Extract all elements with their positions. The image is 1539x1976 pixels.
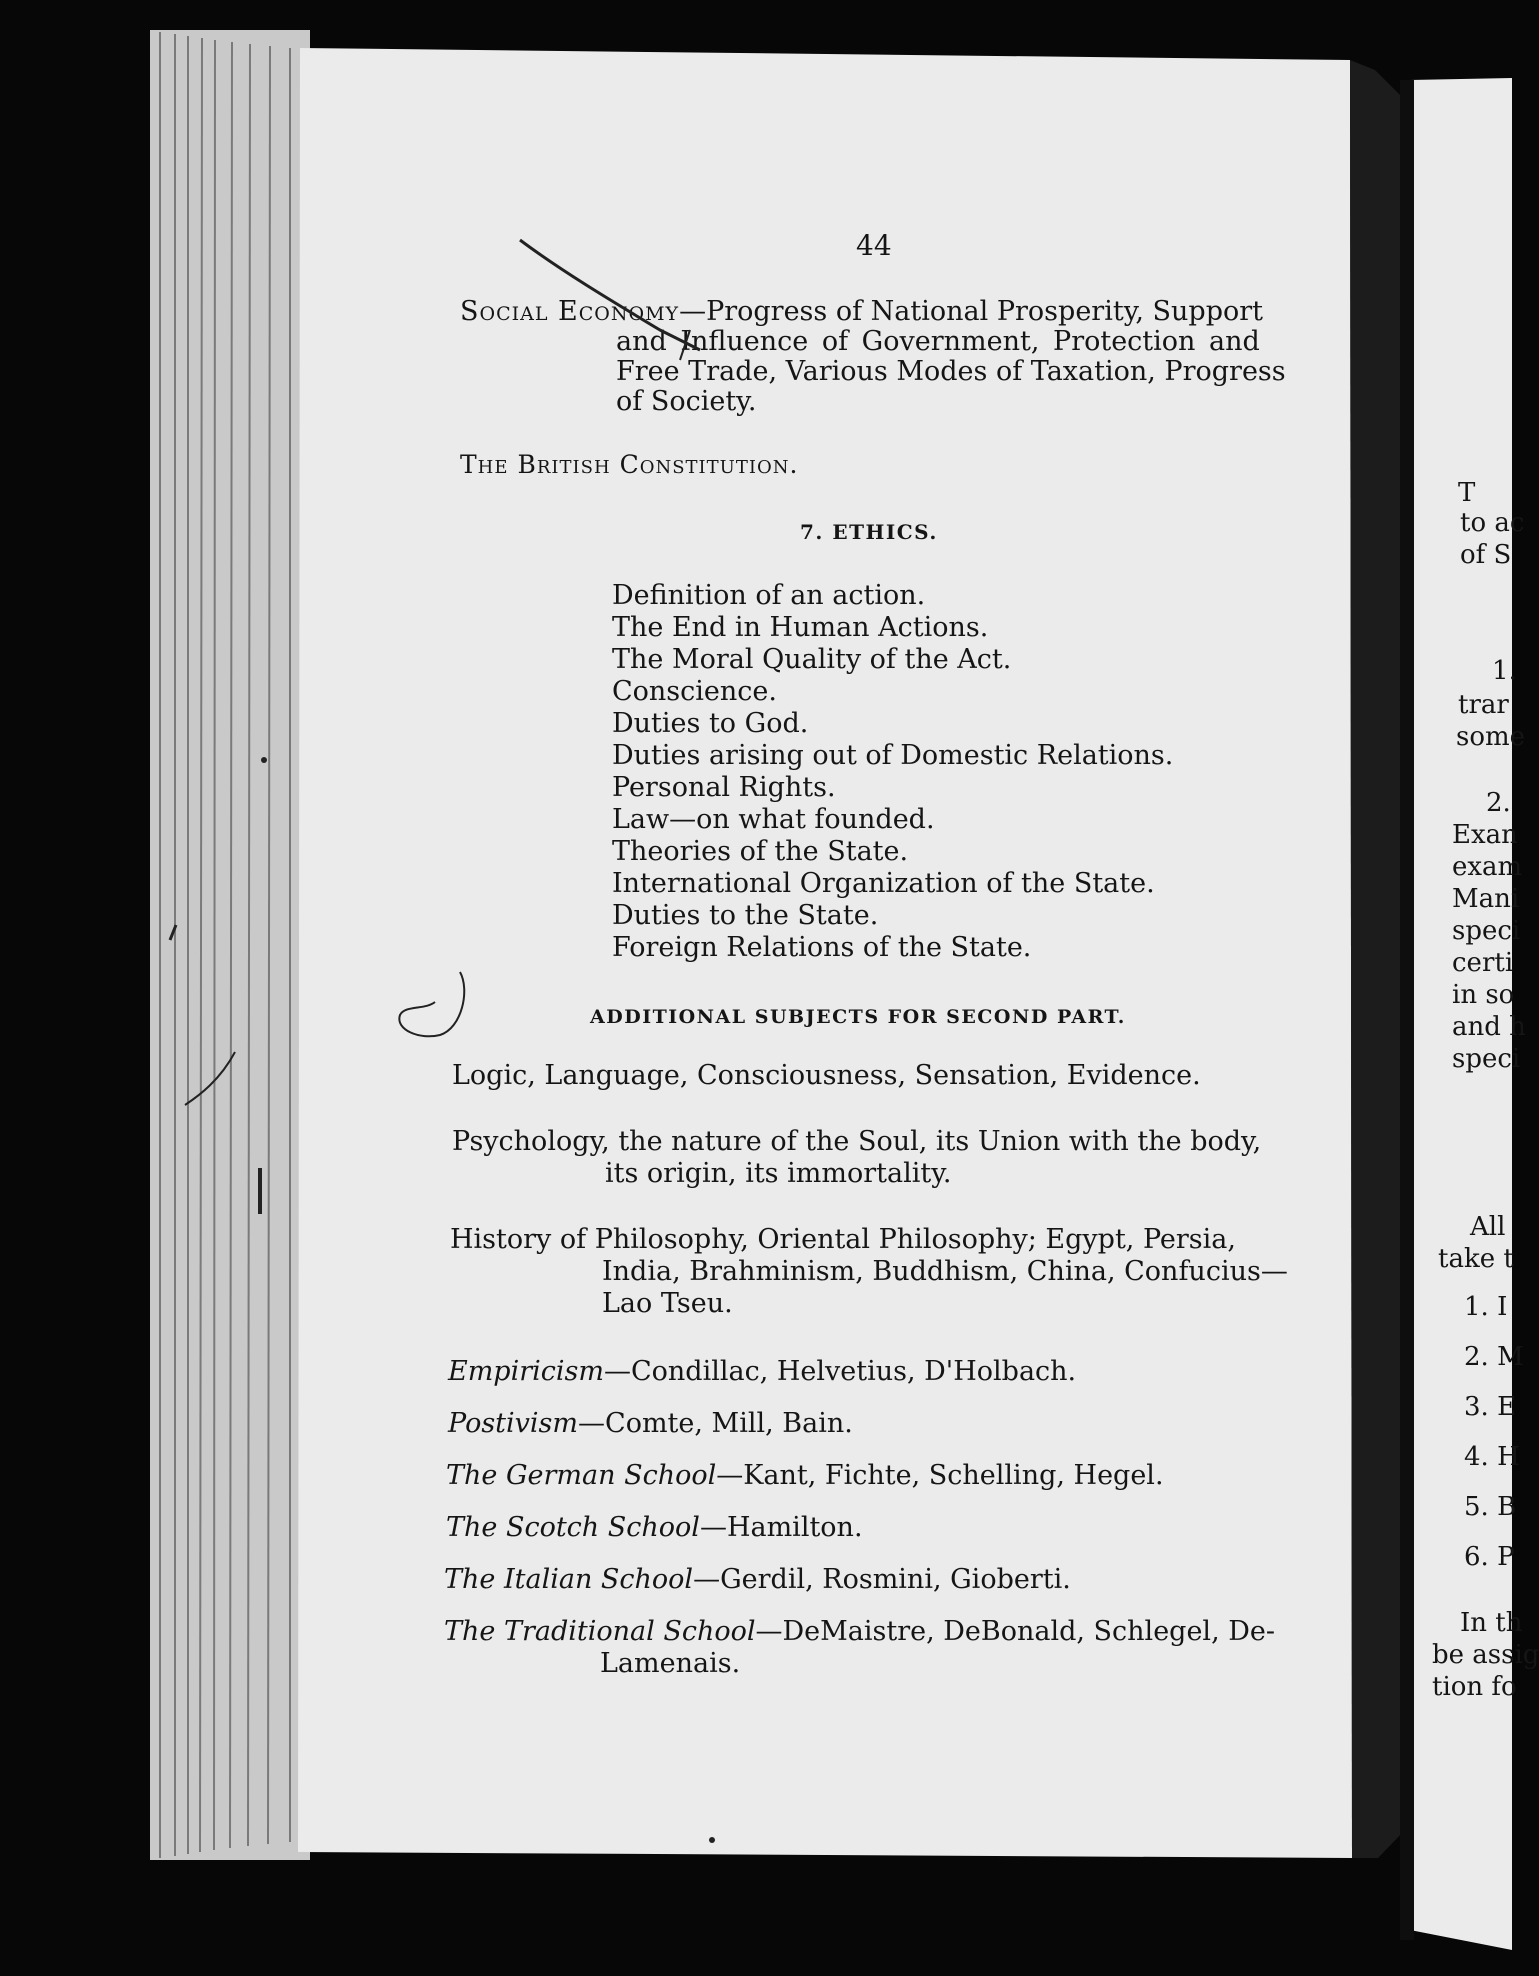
facing-fragment: 4. H	[1464, 1442, 1520, 1472]
facing-fragment: take t	[1438, 1244, 1514, 1274]
ethics-item: The Moral Quality of the Act.	[612, 644, 1012, 675]
facing-fragment: be assig	[1432, 1640, 1539, 1670]
ethics-heading: 7. ETHICS.	[800, 520, 938, 544]
facing-fragment: tion fo	[1432, 1672, 1517, 1702]
school-name: The German School	[446, 1460, 717, 1491]
ethics-item: Personal Rights.	[612, 772, 836, 803]
logic-line: Logic, Language, Consciousness, Sensation, Evidence.	[452, 1060, 1201, 1091]
ethics-item: Law—on what founded.	[612, 804, 935, 835]
facing-fragment: 3. E	[1464, 1392, 1517, 1422]
facing-fragment: 5. B	[1464, 1492, 1517, 1522]
school-name: Empiricism	[448, 1356, 604, 1387]
facing-fragment: speci	[1452, 1044, 1521, 1074]
facing-fragment: 1. I	[1464, 1292, 1508, 1322]
facing-fragment: of S	[1460, 540, 1512, 570]
ethics-item: Duties to God.	[612, 708, 809, 739]
school-entry	[448, 1410, 853, 1437]
facing-fragment: Exan	[1452, 820, 1518, 850]
school-philosophers: —Comte, Mill, Bain.	[578, 1408, 853, 1439]
history-line-3: Lao Tseu.	[602, 1288, 733, 1319]
school-entry	[448, 1358, 1076, 1385]
facing-page	[1420, 80, 1539, 1920]
ethics-item: Conscience.	[612, 676, 777, 707]
school-name: The Traditional School	[444, 1616, 756, 1647]
psychology-line-1: Psychology, the nature of the Soul, its Union with the body,	[452, 1126, 1262, 1157]
ethics-item: The End in Human Actions.	[612, 612, 989, 643]
school-entry	[444, 1566, 1071, 1593]
facing-fragment: 2. M	[1464, 1342, 1524, 1372]
school-entry-continuation: Lamenais.	[600, 1648, 741, 1679]
psychology-line-2: its origin, its immortality.	[605, 1158, 952, 1189]
additional-subjects-heading: ADDITIONAL SUBJECTS FOR SECOND PART.	[590, 1006, 1126, 1028]
facing-fragment: speci	[1452, 916, 1521, 946]
history-line-2: India, Brahminism, Buddhism, China, Confucius—	[602, 1256, 1288, 1287]
book-page	[300, 70, 1350, 1850]
ethics-item: Definition of an action.	[612, 580, 926, 611]
british-constitution-heading: The British Constitution.	[460, 450, 799, 479]
page-number: 44	[856, 229, 892, 262]
school-entry	[446, 1462, 1164, 1489]
school-philosophers: —DeMaistre, DeBonald, Schlegel, De-	[755, 1616, 1275, 1647]
school-entry	[446, 1514, 863, 1541]
school-name: Postivism	[448, 1408, 579, 1439]
ethics-item: Theories of the State.	[612, 836, 909, 867]
social-economy-text-1: —Progress of National Prosperity, Support	[679, 296, 1263, 327]
school-name: The Scotch School	[446, 1512, 700, 1543]
school-philosophers: —Condillac, Helvetius, D'Holbach.	[604, 1356, 1077, 1387]
ethics-item: Foreign Relations of the State.	[612, 932, 1032, 963]
school-philosophers: —Gerdil, Rosmini, Gioberti.	[693, 1564, 1071, 1595]
social-economy-line-4: of Society.	[616, 386, 757, 417]
facing-fragment: 6. P	[1464, 1542, 1515, 1572]
facing-fragment: to ac	[1460, 508, 1525, 538]
facing-fragment: certi	[1452, 948, 1514, 978]
ethics-item: International Organization of the State.	[612, 868, 1155, 899]
school-philosophers: —Hamilton.	[699, 1512, 863, 1543]
facing-fragment: 1.	[1492, 656, 1517, 686]
social-economy-line-1	[460, 298, 1263, 325]
facing-fragment: 2.	[1486, 788, 1511, 818]
social-economy-line-2: and Influence of Government, Protection and	[616, 326, 1260, 357]
social-economy-line-3: Free Trade, Various Modes of Taxation, Progress	[616, 356, 1286, 387]
facing-fragment: In th	[1460, 1608, 1523, 1638]
ethics-item: Duties arising out of Domestic Relations.	[612, 740, 1174, 771]
facing-fragment: some	[1456, 722, 1526, 752]
school-philosophers: —Kant, Fichte, Schelling, Hegel.	[716, 1460, 1164, 1491]
facing-fragment: Mani	[1452, 884, 1520, 914]
history-line-1: History of Philosophy, Oriental Philosophy; Egypt, Persia,	[450, 1224, 1236, 1255]
facing-fragment: T	[1458, 478, 1476, 508]
school-name: The Italian School	[444, 1564, 694, 1595]
facing-fragment: trar	[1458, 690, 1509, 720]
facing-fragment: All	[1470, 1212, 1506, 1242]
facing-fragment: in so	[1452, 980, 1515, 1010]
facing-fragment: exam	[1452, 852, 1523, 882]
ethics-item: Duties to the State.	[612, 900, 879, 931]
social-economy-lead: Social Economy	[460, 296, 680, 327]
facing-fragment: and h	[1452, 1012, 1526, 1042]
school-entry	[444, 1618, 1275, 1645]
